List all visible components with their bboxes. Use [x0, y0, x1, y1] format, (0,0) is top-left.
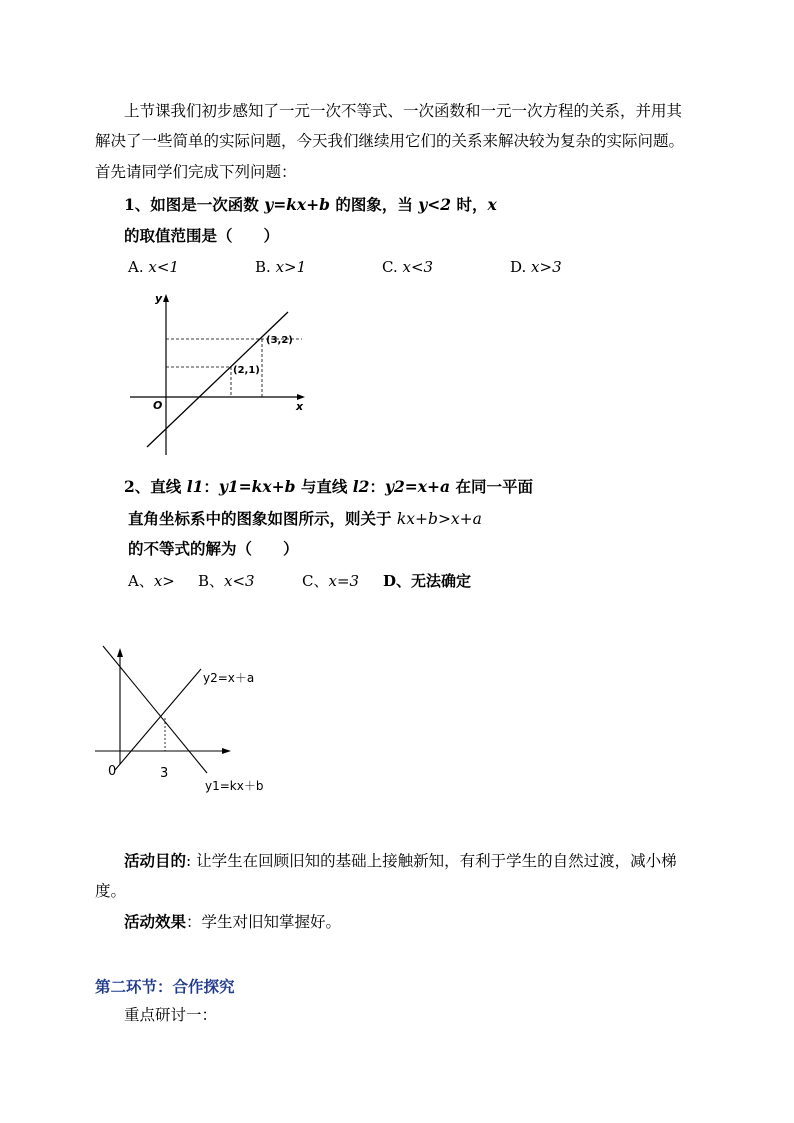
intro-line-2: 解决了一些简单的实际问题，今天我们继续用它们的关系来解决较为复杂的实际问题。 — [95, 132, 685, 150]
q2-mid: 与直线 — [295, 477, 353, 496]
q2-y2: y2=x+a — [384, 477, 451, 496]
q1-mid: 的图象，当 — [330, 195, 419, 214]
activity-effect-label: 活动效果 — [124, 912, 187, 931]
q2-l2: l2 — [352, 477, 370, 496]
q2-option-b-letter: B、 — [198, 572, 225, 590]
q2-y-arrow — [117, 648, 123, 657]
q1-option-a[interactable] — [128, 258, 179, 276]
q2-option-c-value: x=3 — [328, 572, 360, 590]
q2-option-b[interactable] — [198, 570, 255, 591]
q2-option-d-value: 无法确定 — [411, 572, 472, 590]
intro-line-3: 首先请同学们完成下列问题： — [95, 163, 297, 181]
q1-function-line — [147, 312, 288, 447]
q1-var: x — [487, 195, 497, 214]
q2-line-y2 — [115, 669, 201, 770]
q1-option-b-letter: B. — [255, 258, 271, 276]
q2-suffix: 在同一平面 — [450, 477, 533, 496]
q2-option-c-letter: C、 — [302, 572, 329, 590]
q1-option-d-value: x>3 — [531, 258, 562, 276]
q2-option-c[interactable] — [302, 570, 359, 591]
q2-graph — [95, 630, 285, 800]
q1-x-label: x — [296, 400, 304, 413]
section-heading: 第二环节：合作探究 — [95, 977, 235, 996]
q1-func: y=kx+b — [264, 195, 330, 214]
q1-option-c-letter: C. — [382, 258, 398, 276]
q2-option-b-value: x<3 — [224, 572, 255, 590]
q1-option-c[interactable] — [382, 258, 433, 276]
q2-inequality: kx+b>x+a — [396, 510, 482, 528]
q2-l1-colon: ： — [203, 477, 219, 496]
q2-l1: l1 — [186, 477, 204, 496]
q1-point-label-1: (2,1) — [233, 365, 260, 376]
activity-effect — [124, 911, 341, 933]
q1-y-arrow — [163, 294, 169, 302]
q1-stem — [124, 194, 497, 216]
q1-option-b-value: x>1 — [275, 258, 307, 276]
q2-x-arrow — [222, 748, 231, 754]
q2-stem-line3: 的不等式的解为（ ） — [128, 539, 299, 558]
q1-suffix: 时， — [451, 195, 488, 214]
q1-option-c-value: x<3 — [402, 258, 434, 276]
section-subheading: 重点研讨一： — [124, 1006, 218, 1024]
q1-stem-line2: 的取值范围是（ ） — [124, 226, 280, 245]
q2-option-d-letter: D、 — [383, 572, 412, 590]
q1-graph — [125, 290, 315, 460]
q1-origin-label: O — [153, 399, 163, 412]
activity-effect-text: ：学生对旧知掌握好。 — [186, 913, 342, 931]
q2-y1: y1=kx+b — [218, 477, 296, 496]
q2-l2-colon: ： — [369, 477, 385, 496]
q2-line-y1 — [103, 646, 207, 773]
q2-label-y1: y1=kx＋b — [205, 779, 264, 793]
q1-option-a-letter: A. — [128, 258, 144, 276]
q2-line2-prefix: 直角坐标系中的图象如图所示，则关于 — [128, 509, 397, 528]
q2-label-y2: y2=x＋a — [203, 671, 255, 685]
q2-option-a-letter: A、 — [128, 572, 154, 590]
q1-option-d[interactable] — [510, 258, 562, 276]
q1-option-b[interactable] — [255, 258, 306, 276]
q1-cond: y<2 — [418, 195, 452, 214]
q2-origin-label: 0 — [108, 764, 117, 779]
q2-x-tick-3: 3 — [160, 766, 169, 781]
q1-option-a-value: x<1 — [148, 258, 179, 276]
q2-prefix: 2、直线 — [124, 477, 187, 496]
q1-option-d-letter: D. — [510, 258, 527, 276]
q2-option-d[interactable] — [383, 570, 471, 591]
q1-prefix: 1、如图是一次函数 — [124, 195, 265, 214]
q2-option-a[interactable] — [128, 570, 175, 591]
activity-purpose-label: 活动目的 — [124, 851, 187, 870]
q2-stem — [124, 476, 533, 498]
q2-stem-line2 — [128, 508, 482, 530]
q2-option-a-value: x> — [153, 572, 175, 590]
activity-purpose-text: : 让学生在回顾旧知的基础上接触新知，有利于学生的自然过渡，减小梯 — [186, 852, 677, 870]
q1-y-label: y — [155, 292, 163, 305]
activity-purpose — [124, 850, 677, 872]
q1-point-label-2: (3,2) — [266, 335, 293, 346]
activity-purpose-line2: 度。 — [95, 882, 127, 900]
intro-line-1: 上节课我们初步感知了一元一次不等式、一次函数和一元一次方程的关系，并用其 — [124, 102, 683, 120]
